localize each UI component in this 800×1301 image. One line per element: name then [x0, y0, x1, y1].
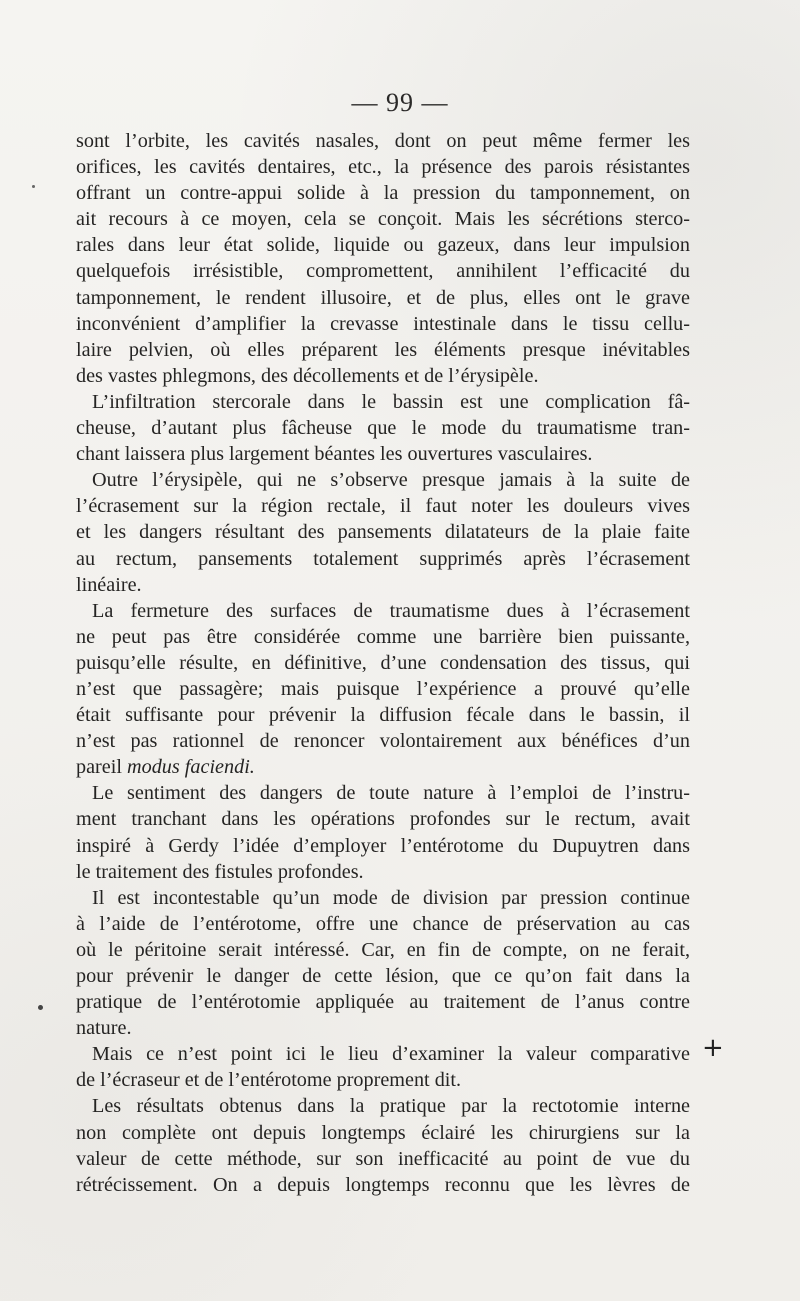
- text-line: [76, 963, 690, 989]
- text-line: [76, 1172, 690, 1198]
- text-line-content: de l’écraseur et de l’entérotome proprement dit.: [76, 1069, 462, 1092]
- italic-phrase: modus faciendi.: [127, 756, 255, 779]
- text-line: [76, 1067, 690, 1093]
- text-line: [76, 833, 690, 859]
- text-line-content: des vastes phlegmons, des décollements et de l’érysipèle.: [76, 364, 539, 387]
- text-line: [76, 337, 690, 363]
- text-line-content: et les dangers résultant des pansements dilatateurs de la plaie faite: [76, 521, 690, 544]
- text-line-content: l’écrasement sur la région rectale, il faut noter les douleurs vives: [76, 495, 690, 518]
- text-line: [76, 806, 690, 832]
- text-line: [76, 1146, 690, 1172]
- text-line-content: Le sentiment des dangers de toute nature à l’emploi de l’instru-: [92, 782, 690, 805]
- text-line: [76, 885, 690, 911]
- text-line-content: non complète ont depuis longtemps éclairé les chirurgiens sur la: [76, 1121, 690, 1144]
- text-line: [76, 519, 690, 545]
- text-line-content: valeur de cette méthode, sur son inefficacité au point de vue du: [76, 1147, 690, 1170]
- text-line: [76, 258, 690, 284]
- text-line-content: linéaire.: [76, 573, 142, 596]
- text-line: [76, 572, 690, 598]
- text-line-content: rales dans leur état solide, liquide ou gazeux, dans leur impulsion: [76, 234, 690, 257]
- text-line: [76, 415, 690, 441]
- text-line: [76, 624, 690, 650]
- page-number: — 99 —: [351, 88, 449, 117]
- text-line: [76, 467, 690, 493]
- text-line-content: Les résultats obtenus dans la pratique par la rectotomie interne: [92, 1095, 690, 1118]
- text-line: [76, 180, 690, 206]
- text-line-content: rétrécissement. On a depuis longtemps reconnu que les lèvres de: [76, 1173, 690, 1196]
- text-line-content: était suffisante pour prévenir la diffusion fécale dans le bassin, il: [76, 704, 690, 727]
- text-line: [76, 598, 690, 624]
- text-line: [76, 441, 690, 467]
- text-line-content: nature.: [76, 1017, 132, 1040]
- text-line: [76, 728, 690, 754]
- text-line: [76, 154, 690, 180]
- text-line-content: Mais ce n’est point ici le lieu d’examiner la valeur comparative: [92, 1043, 690, 1066]
- text-line: [76, 311, 690, 337]
- text-line: [76, 493, 690, 519]
- text-line: [76, 285, 690, 311]
- text-line-content: tamponnement, le rendent illusoire, et de plus, elles ont le grave: [76, 286, 690, 309]
- text-line-content: chant laissera plus largement béantes les ouvertures vasculaires.: [76, 443, 593, 466]
- text-line-content: n’est que passagère; mais puisque l’expérience a prouvé qu’elle: [76, 677, 690, 700]
- text-line-content: La fermeture des surfaces de traumatisme dues à l’écrasement: [92, 599, 690, 622]
- text-line: [76, 1093, 690, 1119]
- text-line-content: où le péritoine serait intéressé. Car, en fin de compte, on ne ferait,: [76, 938, 690, 961]
- text-line-content: pour prévenir le danger de cette lésion, que ce qu’on fait dans la: [76, 965, 690, 987]
- text-line: [76, 206, 690, 232]
- text-line: [76, 546, 690, 572]
- text-line-content: laire pelvien, où elles préparent les éléments presque inévitables: [76, 338, 690, 361]
- text-line: [76, 1041, 690, 1067]
- text-line-content: n’est pas rationnel de renoncer volontairement aux bénéfices d’un: [76, 730, 690, 753]
- text-line: [76, 859, 690, 885]
- text-line: [76, 676, 690, 702]
- text-line: [76, 702, 690, 728]
- text-line-content: sont l’orbite, les cavités nasales, dont on peut même fermer les: [76, 130, 690, 152]
- text-line: [76, 389, 690, 415]
- body-text: [76, 128, 690, 1198]
- margin-annotation-plus: +: [702, 1033, 724, 1063]
- text-line: [76, 232, 690, 258]
- text-line: [76, 128, 690, 154]
- text-line-content: ait recours à ce moyen, cela se conçoit. Mais les sécrétions sterco-: [76, 208, 690, 231]
- ink-speck: [38, 1005, 43, 1010]
- text-line-content: puisqu’elle résulte, en définitive, d’une condensation des tissus, qui: [76, 651, 690, 674]
- text-line-content: orifices, les cavités dentaires, etc., la présence des parois résistantes: [76, 156, 690, 179]
- text-line-content: Il est incontestable qu’un mode de division par pression continue: [92, 886, 690, 909]
- text-line: [76, 1015, 690, 1041]
- text-line: [76, 780, 690, 806]
- text-line-content: pareil: [76, 756, 128, 779]
- text-line-content: au rectum, pansements totalement supprimés après l’écrasement: [76, 547, 690, 570]
- text-line-content: inspiré à Gerdy l’idée d’employer l’entérotome du Dupuytren dans: [76, 834, 690, 857]
- text-line-content: ment tranchant dans les opérations profondes sur le rectum, avait: [76, 808, 690, 831]
- text-line-content: cheuse, d’autant plus fâcheuse que le mode du traumatisme tran-: [76, 417, 690, 440]
- text-line-content: le traitement des fistules profondes.: [76, 860, 364, 883]
- text-line-content: quelquefois irrésistible, compromettent, annihilent l’efficacité du: [76, 260, 690, 283]
- text-line: [76, 650, 690, 676]
- text-line-content: à l’aide de l’entérotome, offre une chance de préservation au cas: [76, 912, 690, 935]
- text-line: [76, 911, 690, 937]
- text-line: [76, 1120, 690, 1146]
- ink-speck-small: [32, 185, 35, 188]
- text-line-content: pratique de l’entérotomie appliquée au traitement de l’anus contre: [76, 991, 690, 1014]
- text-line-content: Outre l’érysipèle, qui ne s’observe presque jamais à la suite de: [92, 469, 690, 492]
- text-line: [76, 937, 690, 963]
- text-line: [76, 363, 690, 389]
- text-line-content: inconvénient d’amplifier la crevasse intestinale dans le tissu cellu-: [76, 312, 690, 335]
- text-line: [76, 989, 690, 1015]
- text-line-content: L’infiltration stercorale dans le bassin est une complication fâ-: [92, 390, 690, 413]
- text-line-content: ne peut pas être considérée comme une barrière bien puissante,: [76, 625, 690, 648]
- text-line-content: offrant un contre-appui solide à la pression du tamponnement, on: [76, 182, 690, 205]
- text-line: [76, 754, 690, 780]
